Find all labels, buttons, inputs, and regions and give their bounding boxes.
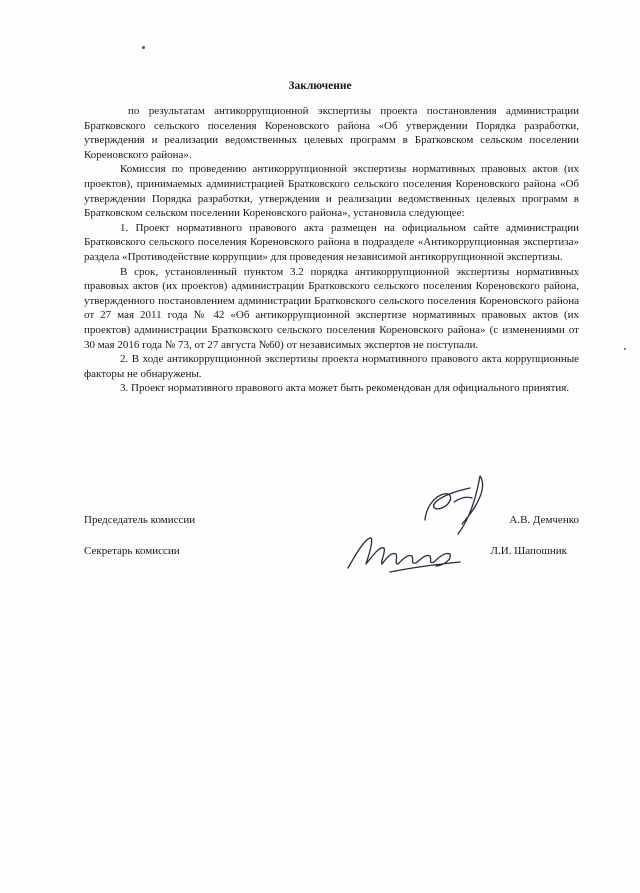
chair-name: А.В. Демченко <box>509 514 579 526</box>
secretary-signature <box>348 538 460 572</box>
secretary-name: Л.И. Шапошник <box>490 545 567 557</box>
scan-speck <box>624 348 626 350</box>
scan-speck <box>142 46 145 49</box>
commission-paragraph: Комиссия по проведению антикоррупционной экспертизы нормативных правовых актов (их проектов), принимаемых администрацией Братковского сельского поселения Кореновского района «Об утверждении Порядка разработки, утверждения и реализации ведомственных целевых программ в Братковском сельском поселении Кореновского района», установила следующее: <box>84 163 579 220</box>
deadline-paragraph: В срок, установленный пунктом 3.2 порядка антикоррупционной экспертизы нормативных правовых актов (их проектов) администрации Братковского сельского поселения Кореновского района, утвержденного постановлением администрации Братковского сельского поселения Кореновского района от 27 мая 2011 года № 42 «Об антикоррупционной экспертизе нормативных правовых актов (их проектов) администрации Братковского сельского поселения Кореновского района» (с изменениями от 30 мая 2016 года № 73, от 27 августа №60) от независимых экспертов не поступали. <box>84 265 579 351</box>
finding-1-paragraph: 1. Проект нормативного правового акта размещен на официальном сайте администрации Братковского сельского поселения Кореновского района в подразделе «Антикоррупционная экспертиза» раздела «Противодействие коррупции» для проведения независимой антикоррупционной экспертизы. <box>84 221 579 263</box>
document-title: Заключение <box>288 80 352 92</box>
chair-signature <box>425 476 483 534</box>
handwritten-signatures <box>330 468 530 588</box>
intro-paragraph: по результатам антикоррупционной экспертизы проекта постановления администрации Братковского сельского поселения Кореновского района «Об утверждении Порядка разработки, утверждения и реализации ведомственных целевых программ в Братковском сельском поселении Кореновского района». <box>84 105 579 161</box>
document-body <box>84 104 579 396</box>
finding-3-paragraph: 3. Проект нормативного правового акта может быть рекомендован для официального принятия. <box>120 382 570 395</box>
chair-role: Председатель комиссии <box>84 514 196 526</box>
secretary-role: Секретарь комиссии <box>84 545 180 557</box>
finding-2-paragraph: 2. В ходе антикоррупционной экспертизы проекта нормативного правового акта коррупционные факторы не обнаружены. <box>84 353 579 380</box>
